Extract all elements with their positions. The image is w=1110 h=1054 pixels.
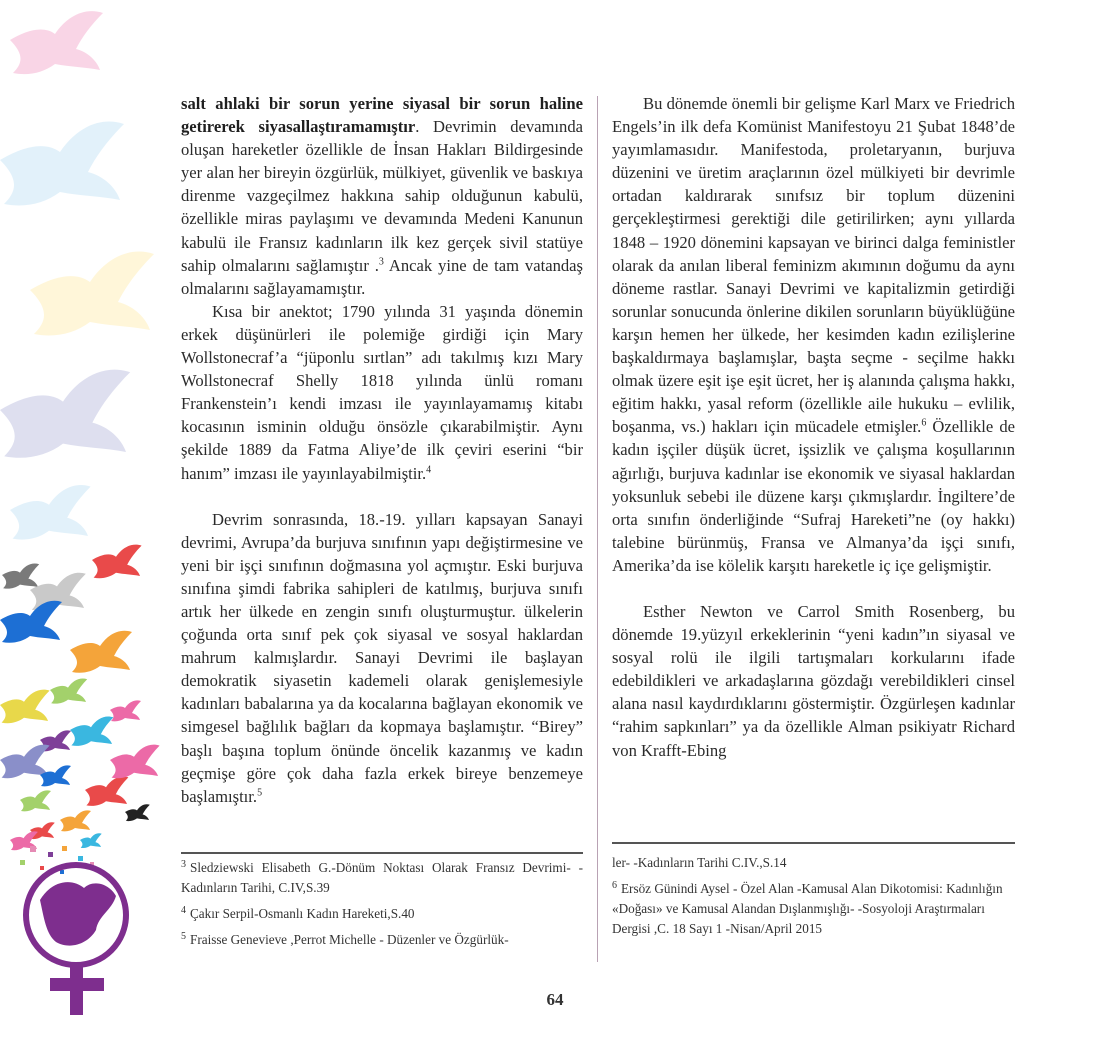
bold-phrase: salt ahlaki bir sorun yerine siyasal bir sorun haline getirerek siyasallaştıramamıştır <box>181 94 583 137</box>
footnote-number: 3 <box>181 858 186 870</box>
paragraph-text: Esther Newton ve Carrol Smith Rosenberg, bu dönemde 19.yüzyıl erkeklerinin “yeni kadın”ın siyasal ve sosyal rolü ile ilgili tartışmaları korkularını ifade edebildikleri ve arkadaşlarına gözdağı verebildikleri cinsel alana nasıl kaydırdıklarını göstermiştir. Özgürleşen kadınlar “rahim sapkınları” ya da özellikle Alman psikiyatr Richard von Krafft-Ebing <box>612 601 1015 760</box>
paragraph-text: Ancak yine de tam vatandaş olmalarını sağlayamamıştır. <box>181 255 583 298</box>
footnote-number: 4 <box>181 904 186 916</box>
paragraph-text: Bu dönemde önemli bir gelişme Karl Marx ve Friedrich Engels’in ilk defa Komünist Manifestoyu 21 Şubat 1848’de yayımlamasıdır. Manifestoda, proletaryanın, burjuva düzenini ve üretim araçlarının özel mülkiyeti bir devrimle ortadan kaldırarak sınıfsız bir toplum düzenini gerçekleştirmesi gerektiği dile getirilirken; aynı yıllarda 1848 – 1920 dönemini kapsayan ve birinci dalga feministler olarak da anılan liberal feminizm akımının doğumu da aynı döneme rastlar. Sanayi Devrimi ve kapitalizmin getirdiği sorunlar sonucunda önlerine dikilen sorunların büyüklüğüne karşın hemen her ülkede, her kesimden kadın ezilişlerine başkaldırmaya başlamışlar, başta seçme - seçilme hakkı olmak üzere eşit işe eşit ücret, her iş alanında çalışma hakkı, eğitim hakkı, yasal reform (özellikle aile hukuku – evlilik, boşanma, vs.) hakları için mücadele etmişler. <box>612 94 1015 437</box>
footnote-ref: 5 <box>257 787 263 799</box>
doves-and-venus-symbol-icon <box>0 0 175 1030</box>
paragraph-text: Kısa bir anektot; 1790 yılında 31 yaşında dönemin erkek düşünürleri ile polemiğe girdiği için Mary Wollstonecraf’a “jüponlu sırtlan” adı takılmış kızı Mary Wollstonecraf Shelly 1818 yılında ünlü romanı Frankenstein’ı kendi imzası ile yayınlayamamış kitabı kocasının isminin olduğu önsözle çıkarabilmiştir. Aynı şekilde 1889 da Fatma Aliye’de ilk çeviri eserini “bir hanım” imzası ile yayınlayabilmiştir. <box>181 301 583 483</box>
footnote-ref: 3 <box>378 256 384 268</box>
footnote-text: Fraisse Genevieve ,Perrot Michelle - Düzenler ve Özgürlük- <box>190 932 509 947</box>
footnote <box>612 879 1015 939</box>
footnote-text: Çakır Serpil-Osmanlı Kadın Hareketi,S.40 <box>190 906 415 921</box>
footnote <box>181 930 583 950</box>
footnotes-right <box>612 853 1015 945</box>
paragraph-text: . Devrimin devamında oluşan hareketler özellikle de İnsan Hakları Bildirgesinde yer alan her bireyin özgürlük, mülkiyet, güvenlik ve baskıya direnme vazgeçilmez hakkına sahip olduğunun kabulü, özellikle miras paylaşımı ve devamında Medeni Kanunun kabulü ile Fransız kadınların ilk kez gerçek sivil statüye sahip olmalarını sağlamıştır . <box>181 117 583 275</box>
footnote-number: 5 <box>181 930 186 942</box>
footnote-ref: 4 <box>426 463 432 475</box>
footnote <box>181 904 583 924</box>
footnote <box>181 858 583 898</box>
paragraph-text: Devrim sonrasında, 18.-19. yılları kapsayan Sanayi devrimi, Avrupa’da burjuva sınıfının yapı değiştirmesine ve yeni bir işçi sınıfının doğmasına yol açmıştır. Eski burjuva sınıfına şimdi fabrika sahipleri de katılmış, burjuva sınıfı artık her ülkede en zengin sınıfı oluşturmuştur. ülkelerin çoğunda orta sınıf pek çok siyasal ve sosyal haklardan mahrum kalmışlardır. Sanayi Devrimi ile başlayan demokratik siyasetin kademeli olarak genişlemesiyle kadınları babalarına ya da kocalarına bağlayan ekonomik ve simgesel bağlılık bağları da kopmaya başlamıştır. “Birey” başlı başına toplum önünde öncelik kazanmış ve kadın geçmişe göre çok daha fazla erkek bireye benzemeye başlamıştır. <box>181 509 583 806</box>
column-divider <box>597 96 598 962</box>
paragraph <box>612 600 1015 762</box>
footnote-rule <box>612 842 1015 844</box>
left-column <box>181 92 583 808</box>
footnote-number: 6 <box>612 879 617 891</box>
paragraph <box>181 508 583 808</box>
footnote-ref: 6 <box>921 417 927 429</box>
paragraph <box>612 92 1015 577</box>
page-number: 64 <box>546 990 564 1009</box>
footnote-text: Sledziewski Elisabeth G.-Dönüm Noktası Olarak Fransız Devrimi- -Kadınların Tarihi, C.IV,S.39 <box>181 860 583 895</box>
right-column <box>612 92 1015 762</box>
paragraph-text: Özellikle de kadın işçiler düşük ücret, işsizlik ve çalışma koşullarının ağırlığı, burjuva kadınlar ise ekonomik ve siyasal haklardan yoksunluk sebebi ile düzene karşı çıkmışlardır. İngiltere’de orta sınıfın önderliğinde “Sufraj Hareketi”ne (oy hakkı) talebine bürünmüş, Fransa ve Almanya’da işçi sınıfı, Amerika’da ise kölelik karşıtı hareketle iç içe gelişmiştir. <box>612 417 1016 575</box>
paragraph <box>181 92 583 300</box>
paragraph <box>181 300 583 485</box>
footnotes-left <box>181 858 583 956</box>
footnote-continuation: ler- -Kadınların Tarihi C.IV.,S.14 <box>612 855 787 870</box>
footnote-rule <box>181 852 583 854</box>
footnote-text: Ersöz Günindi Aysel - Özel Alan -Kamusal Alan Dikotomisi: Kadınlığın «Doğası» ve Kamusal Alandan Dışlanmışlığı- -Sosyoloji Araştırmaları Dergisi ,C. 18 Sayı 1 -Nisan/April 2015 <box>612 881 1003 936</box>
